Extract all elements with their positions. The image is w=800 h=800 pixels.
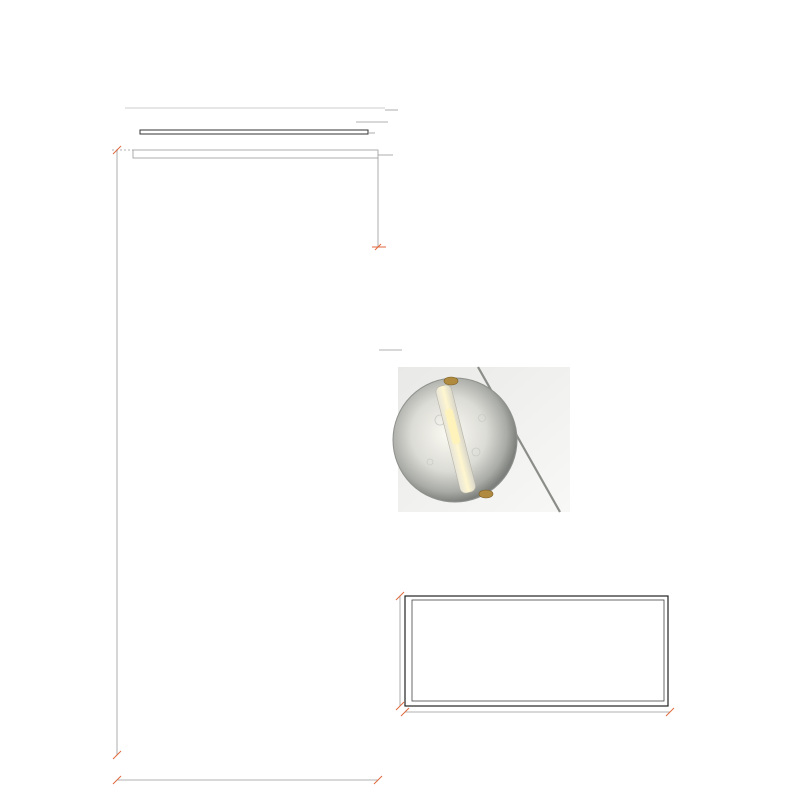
top-width-dimension	[396, 592, 404, 710]
top-length-dimension	[401, 708, 674, 716]
ceiling-plate	[133, 150, 378, 158]
mounting-plate	[140, 130, 368, 134]
top-view	[405, 596, 668, 706]
front-length-dimension	[113, 776, 382, 784]
top-view-outer-frame	[405, 596, 668, 706]
gap-dimension	[372, 158, 386, 250]
overall-height-dimension	[112, 146, 133, 759]
photo-top-cap	[444, 377, 458, 385]
globe-photo	[393, 367, 570, 512]
photo-bottom-cap	[479, 490, 493, 498]
